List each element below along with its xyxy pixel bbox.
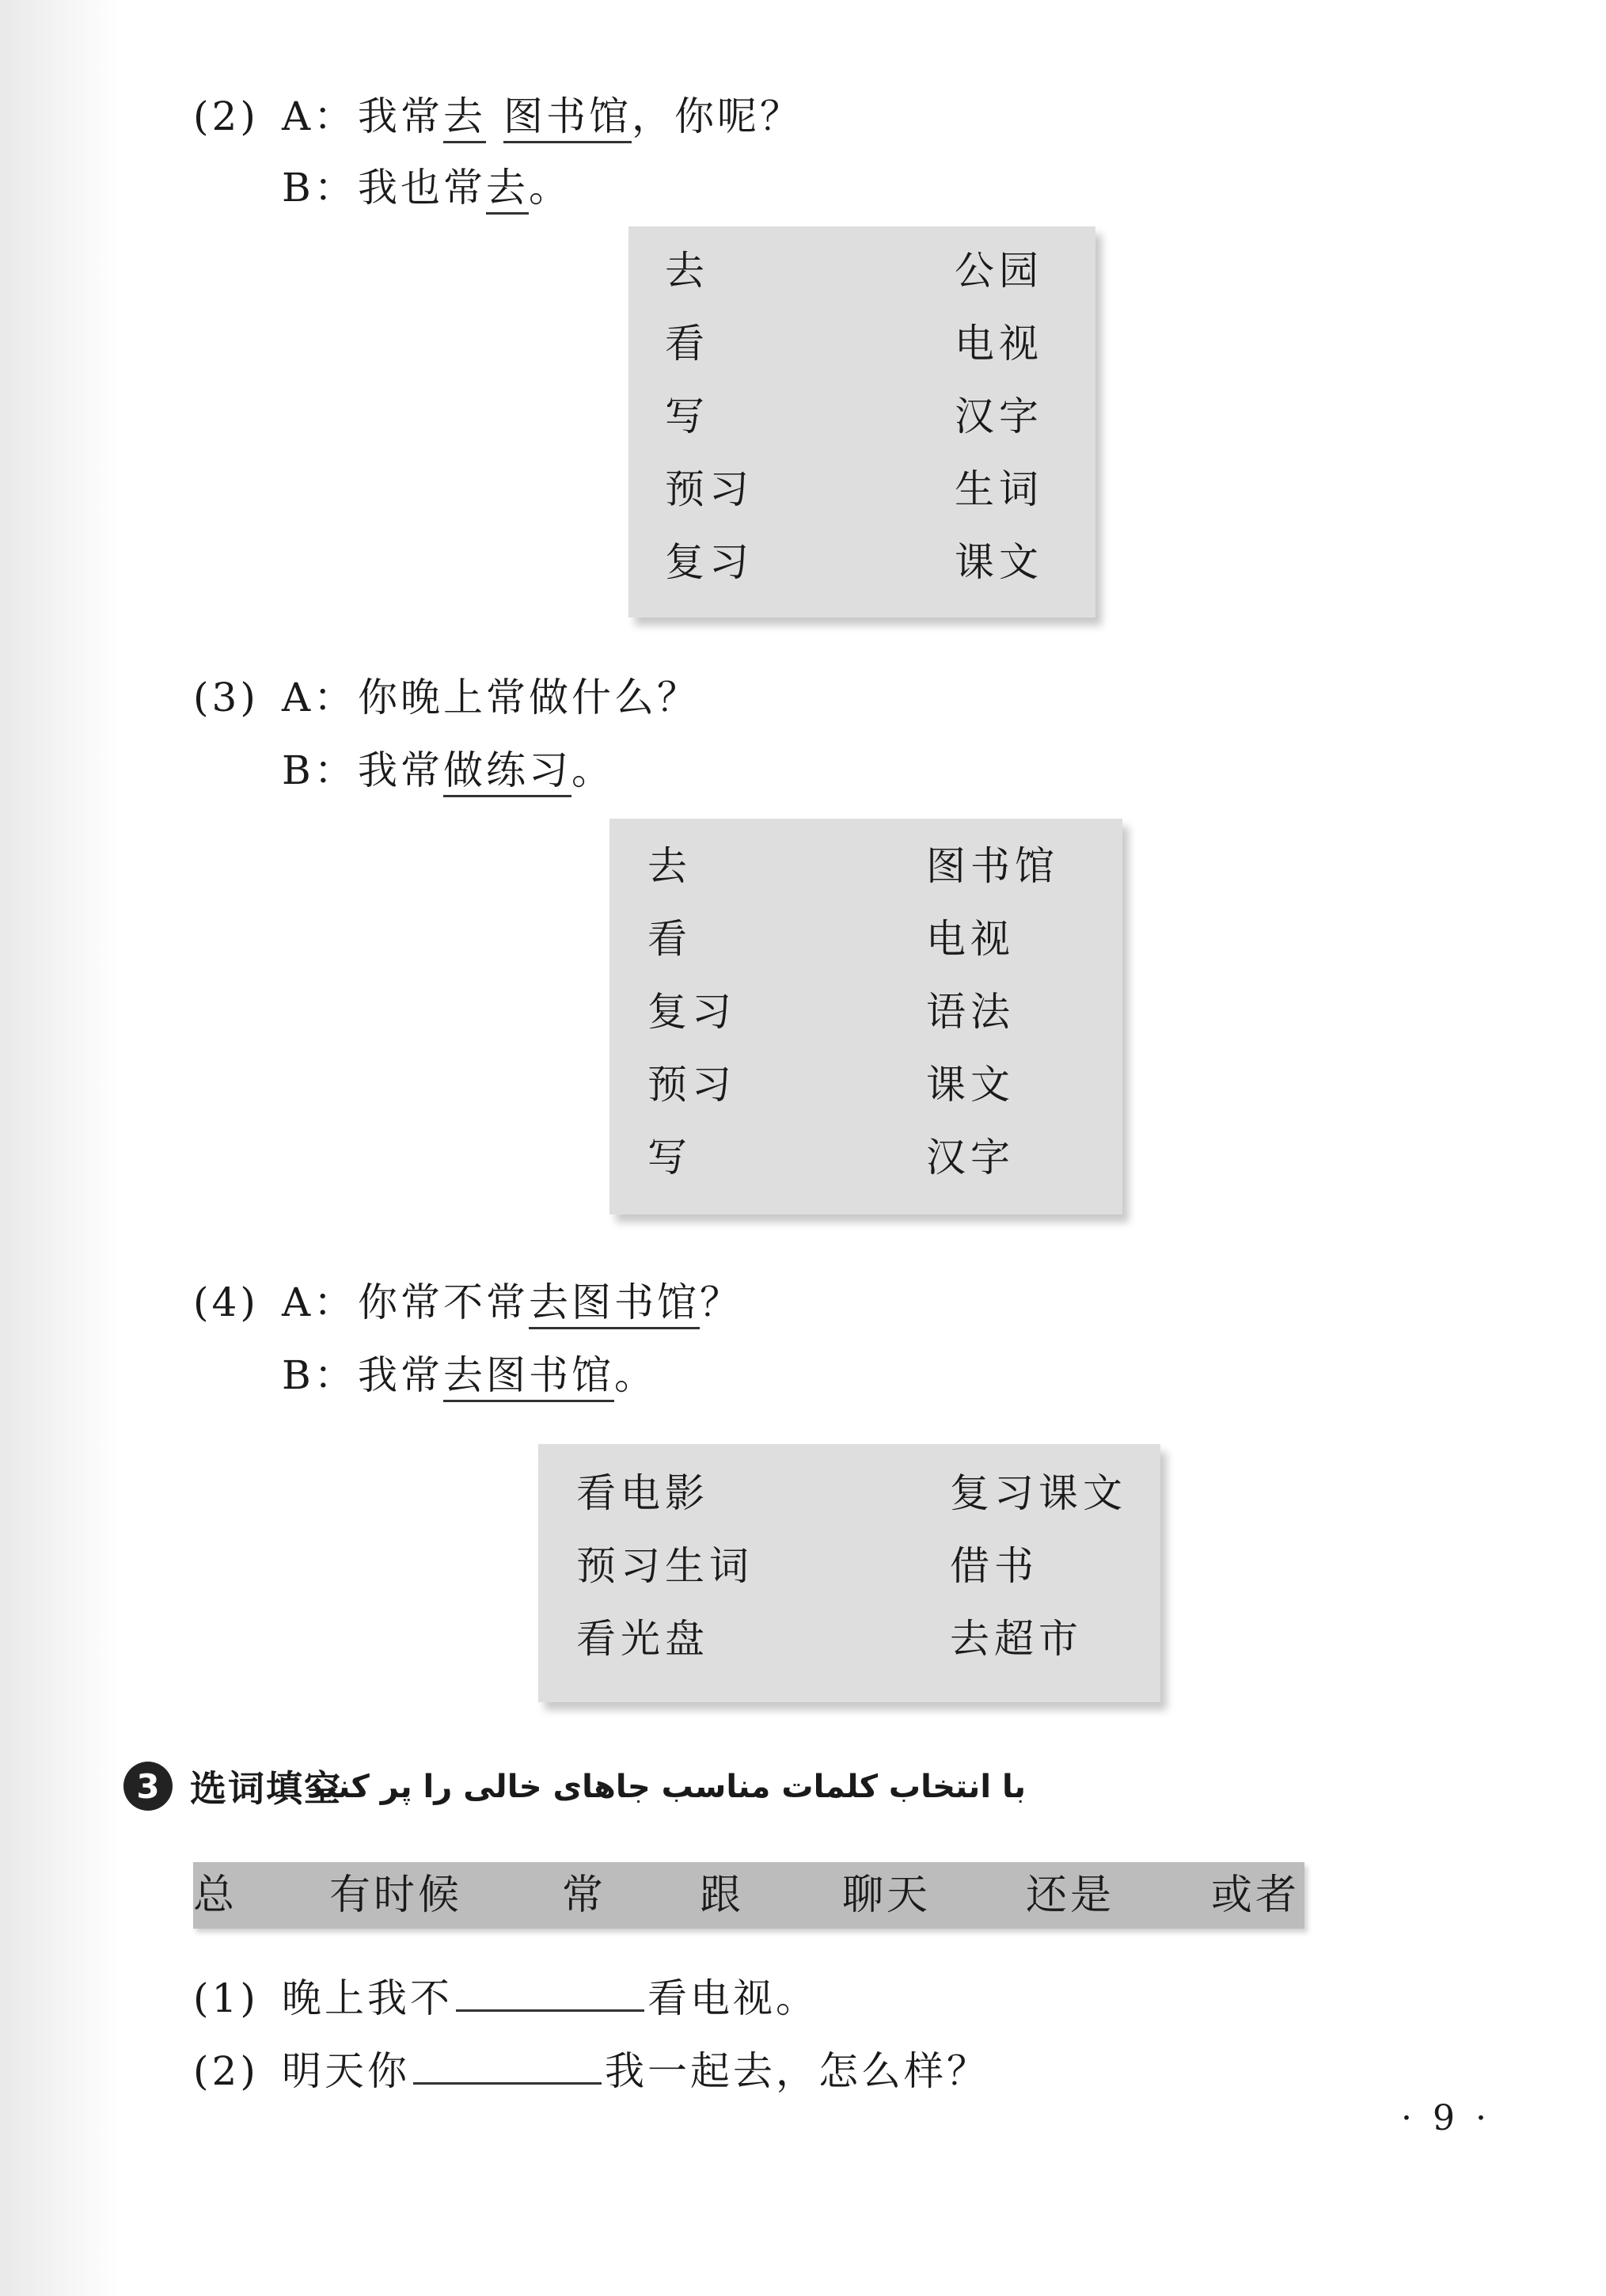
box-phrase-right: 借书 <box>950 1543 1038 1589</box>
box-word-left: 去 <box>665 248 709 294</box>
item-text-before: 明天你 <box>282 2048 410 2094</box>
substitution-box <box>538 1444 1160 1702</box>
box-word-right: 语法 <box>926 989 1015 1035</box>
substitution-slot: 去图书馆 <box>443 1352 614 1402</box>
item-number: (2) <box>193 2048 259 2094</box>
sentence-text: ，你呢？ <box>632 93 803 139</box>
item-text-after: 我一起去，怎么样？ <box>605 2048 989 2094</box>
substitution-slot: 去 <box>486 165 529 215</box>
box-word-left: 写 <box>647 1135 692 1180</box>
box-word-left: 去 <box>647 843 692 889</box>
substitution-slot: 去 <box>443 93 486 143</box>
word-bank-item: 跟 <box>700 1872 745 1919</box>
substitution-box <box>628 226 1095 618</box>
word-bank-item: 还是 <box>1026 1872 1115 1919</box>
box-word-right: 图书馆 <box>926 843 1059 889</box>
substitution-slot: 做练习 <box>443 747 571 797</box>
speaker-label: A： <box>282 93 357 139</box>
word-bank-item: 或者 <box>1211 1872 1300 1919</box>
box-word-right: 课文 <box>926 1062 1015 1108</box>
fill-blank-item <box>193 1968 818 2026</box>
box-word-left: 复习 <box>665 539 754 585</box>
drill-2-line-a <box>193 89 803 144</box>
box-word-right: 生词 <box>955 466 1043 512</box>
sentence-text: 。 <box>529 165 571 211</box>
sentence-text: 你晚上常做什么？ <box>358 675 700 720</box>
item-number: (1) <box>193 1975 259 2021</box>
substitution-slot: 图书馆 <box>503 93 632 143</box>
speaker-label: B： <box>282 1352 357 1398</box>
box-word-left: 预习 <box>665 466 754 512</box>
box-word-left: 写 <box>665 393 709 439</box>
page-edge-shading <box>0 0 119 2296</box>
box-word-left: 预习 <box>647 1062 736 1108</box>
sentence-text: 。 <box>614 1352 657 1398</box>
word-bank-item: 总 <box>193 1872 238 1919</box>
substitution-slot: 去图书馆 <box>529 1279 700 1329</box>
box-word-right: 电视 <box>955 321 1043 367</box>
speaker-label: B： <box>282 747 357 793</box>
box-word-left: 复习 <box>647 989 736 1035</box>
drill-2-line-b <box>282 160 571 215</box>
sentence-text: 。 <box>571 747 614 793</box>
exercise-title: 选词填空 <box>190 1767 342 1810</box>
box-word-right: 课文 <box>955 539 1043 585</box>
drill-number: (2) <box>193 93 259 139</box>
word-bank-item: 有时候 <box>329 1872 463 1919</box>
drill-4-line-a <box>193 1275 742 1330</box>
box-word-right: 公园 <box>955 248 1043 294</box>
sentence-text: 我常 <box>358 93 443 139</box>
box-phrase-right: 复习课文 <box>950 1470 1127 1516</box>
box-phrase-left: 预习生词 <box>576 1543 754 1589</box>
sentence-text: 我也常 <box>358 165 486 211</box>
substitution-box <box>609 819 1122 1215</box>
box-word-left: 看 <box>647 916 692 962</box>
fill-blank-item <box>193 2041 989 2099</box>
item-text-after: 看电视。 <box>647 1975 818 2021</box>
box-word-right: 电视 <box>926 916 1015 962</box>
drill-number: (4) <box>193 1279 259 1325</box>
drill-3-line-b <box>282 743 614 798</box>
word-bank-item: 聊天 <box>842 1872 932 1919</box>
sentence-text: 我常 <box>358 747 443 793</box>
box-phrase-left: 看电影 <box>576 1470 709 1516</box>
sentence-text: ？ <box>700 1279 742 1325</box>
box-phrase-left: 看光盘 <box>576 1616 709 1662</box>
page-number: · 9 · <box>1401 2098 1491 2138</box>
item-text-before: 晚上我不 <box>282 1975 453 2021</box>
box-word-right: 汉字 <box>926 1135 1015 1180</box>
speaker-label: B： <box>282 165 357 211</box>
drill-number: (3) <box>193 675 259 720</box>
box-word-left: 看 <box>665 321 709 367</box>
drill-3-line-a <box>193 670 700 725</box>
word-bank <box>193 1862 1304 1929</box>
answer-blank[interactable] <box>456 1968 644 2012</box>
sentence-text: 我常 <box>358 1352 443 1398</box>
box-word-right: 汉字 <box>955 393 1043 439</box>
speaker-label: A： <box>282 675 357 720</box>
box-phrase-right: 去超市 <box>950 1616 1083 1662</box>
sentence-text: 你常不常 <box>358 1279 529 1325</box>
answer-blank[interactable] <box>413 2041 602 2085</box>
drill-4-line-b <box>282 1348 657 1403</box>
word-bank-item: 常 <box>562 1872 607 1919</box>
persian-instruction: با انتخاب کلمات مناسب جاهای خالی را پر کنید <box>306 1769 1026 1805</box>
exercise-number-badge: 3 <box>123 1762 173 1811</box>
speaker-label: A： <box>282 1279 357 1325</box>
